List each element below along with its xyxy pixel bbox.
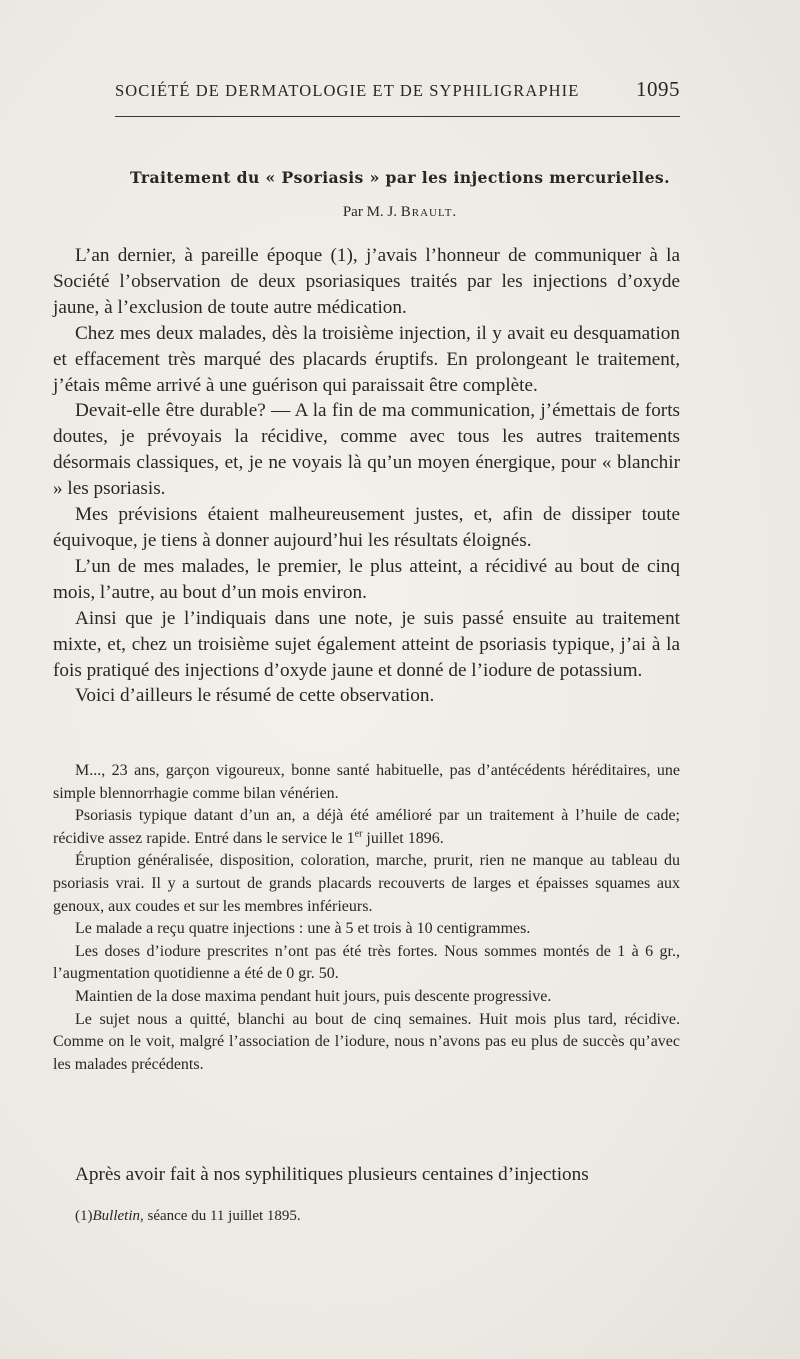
observation-paragraph: M..., 23 ans, garçon vigoureux, bonne santé habituelle, pas d’antécédents héréditaires, une simple blennorrhagie comme bilan vénérien. [53,762,680,802]
observation-paragraph [53,805,680,850]
closing-line: Après avoir fait à nos syphilitiques plusieurs centaines d’injections [75,1164,589,1185]
closing-text [53,1162,680,1188]
article-title: Traitement du « Psoriasis » par les injections mercurielles. [130,168,670,187]
paragraph: Chez mes deux malades, dès la troisième injection, il y avait eu desquamation et effacement très marqué des placards éruptifs. En prolongeant le traitement, j’étais même arrivé à une guérison qui paraissait être complète. [53,322,680,396]
footnote [75,1208,675,1225]
observation-paragraph: Éruption généralisée, disposition, coloration, marche, prurit, rien ne manque au tableau du psoriasis vrai. Il y a surtout de grands placards recouverts de larges et épaisses squames aux genoux, aux coudes et sur les membres inférieurs. [53,852,680,915]
running-header [115,77,680,102]
paragraph: Ainsi que je l’indiquais dans une note, je suis passé ensuite au traitement mixte, et, chez un troisième sujet également atteint de psoriasis typique, j’ai à la fois pratiqué des injections d’oxyde jaune et donné de l’iodure de potassium. [53,607,680,681]
footnote-text: , séance du 11 juillet 1895. [140,1208,301,1224]
footnote-marker: (1) [75,1208,93,1224]
observation-paragraph: Le sujet nous a quitté, blanchi au bout de cinq semaines. Huit mois plus tard, récidive. Comme on le voit, malgré l’association de l’iodure, nous n’avons pas eu plus de succès qu’avec les malades précédents. [53,1010,680,1073]
observation-text-run: juillet 1896. [362,829,444,847]
header-rule [115,116,680,117]
page-number: 1095 [636,77,680,101]
ordinal-superscript: er [354,828,363,840]
running-title: SOCIÉTÉ DE DERMATOLOGIE ET DE SYPHILIGRAPHIE [115,81,580,100]
byline-prefix: Par M. J. [342,204,397,220]
paragraph: Devait-elle être durable? — A la fin de ma communication, j’émettais de forts doutes, je prévoyais la récidive, comme avec tous les autres traitements désormais classiques, et, je ne voyais là qu’un moyen énergique, pour « blanchir » les psoriasis. [53,400,680,500]
observation-text-run: Psoriasis typique datant d’un an, a déjà été amélioré par un traitement à l’huile de cade; récidive assez rapide. Entré dans le service le 1 [53,807,680,847]
observation-text [53,760,680,1076]
article-byline [60,204,740,221]
observation-paragraph: Le malade a reçu quatre injections : une à 5 et trois à 10 centigrammes. [75,920,531,938]
paragraph: Voici d’ailleurs le résumé de cette observation. [75,685,435,707]
main-text [53,243,680,709]
footnote-source: Bulletin [92,1208,140,1224]
observation-paragraph: Les doses d’iodure prescrites n’ont pas été très fortes. Nous sommes montés de 1 à 6 gr., l’augmentation quotidienne a été de 0 gr. 50. [53,942,680,983]
paragraph: L’un de mes malades, le premier, le plus atteint, a récidivé au bout de cinq mois, l’autre, au bout d’un mois environ. [53,555,680,603]
paragraph: Mes prévisions étaient malheureusement justes, et, afin de dissiper toute équivoque, je tiens à donner aujourd’hui les résultats éloignés. [53,504,680,551]
author-name: Brault. [400,204,458,220]
paragraph: L’an dernier, à pareille époque (1), j’avais l’honneur de communiquer à la Société l’observation de deux psoriasiques traités par les injections d’oxyde jaune, à l’exclusion de toute autre médication. [53,245,680,318]
observation-paragraph: Maintien de la dose maxima pendant huit jours, puis descente progressive. [75,987,552,1005]
